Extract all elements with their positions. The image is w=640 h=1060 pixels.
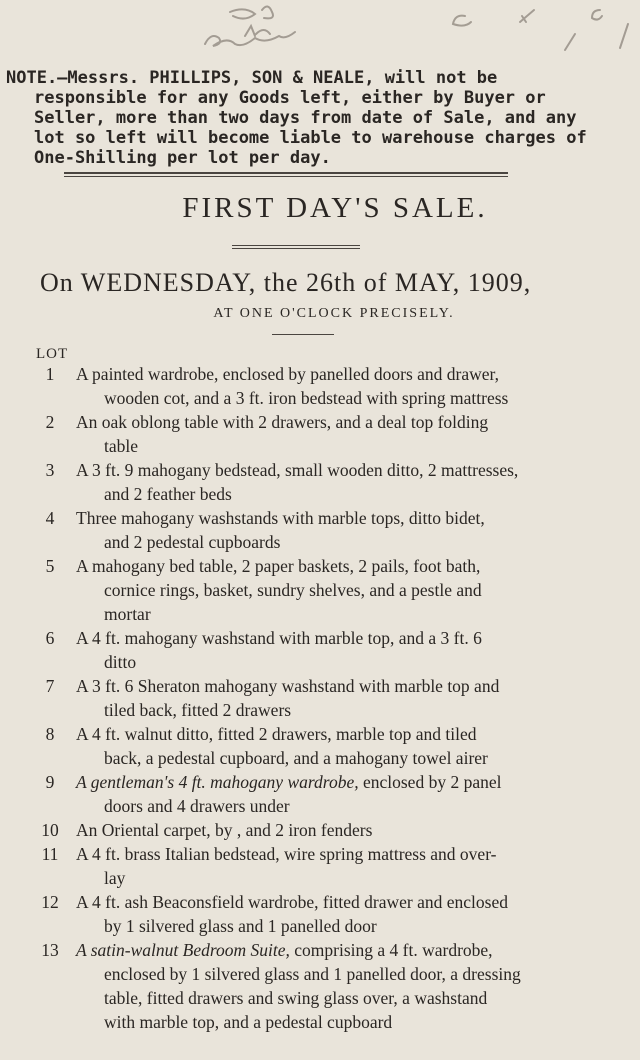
short-rule: [272, 334, 334, 335]
lot-number: 9: [45, 772, 55, 792]
lot-description-line: A satin-walnut Bedroom Suite, comprising a 4 ft. wardrobe,: [76, 940, 493, 960]
lot-item: [30, 506, 630, 554]
lot-item: [30, 722, 630, 770]
note-line: One-Shilling per lot per day.: [34, 148, 331, 168]
lot-description-line: A 4 ft. brass Italian bedstead, wire spring mattress and over-: [76, 844, 497, 864]
double-rule: [64, 172, 508, 174]
lot-description-line: wooden cot, and a 3 ft. iron bedstead with spring mattress: [104, 388, 509, 408]
lot-description: [70, 410, 630, 458]
lot-description-line: lay: [104, 868, 126, 888]
lot-description-line: A 4 ft. mahogany washstand with marble top, and a 3 ft. 6: [76, 628, 482, 648]
lot-list: [30, 362, 630, 1034]
lot-number: 12: [41, 892, 59, 912]
lot-description-line: A mahogany bed table, 2 paper baskets, 2 pails, foot bath,: [76, 556, 481, 576]
lot-description: [70, 626, 630, 674]
lot-item: [30, 890, 630, 938]
lot-description-line: A painted wardrobe, enclosed by panelled doors and drawer,: [76, 364, 500, 384]
lot-description-line: A 3 ft. 9 mahogany bedstead, small wooden ditto, 2 mattresses,: [76, 460, 519, 480]
lot-description-line: and 2 feather beds: [104, 484, 232, 504]
lot-description: [70, 722, 630, 770]
note-line: NOTE.—Messrs. PHILLIPS, SON & NEALE, will not be: [6, 68, 498, 88]
lot-number: 11: [41, 844, 59, 864]
lot-description-line: Three mahogany washstands with marble tops, ditto bidet,: [76, 508, 485, 528]
note-line: responsible for any Goods left, either by Buyer or: [34, 88, 546, 108]
lot-description-line: cornice rings, basket, sundry shelves, and a pestle and: [104, 580, 482, 600]
lot-column-header: LOT: [36, 346, 69, 362]
lot-number: 1: [45, 364, 55, 384]
lot-item: [30, 938, 630, 1034]
lot-description-line: tiled back, fitted 2 drawers: [104, 700, 292, 720]
warehouse-charges-note: [6, 68, 634, 168]
lot-description: [70, 458, 630, 506]
lot-description-line: with marble top, and a pedestal cupboard: [104, 1012, 393, 1032]
sale-time: AT ONE O'CLOCK PRECISELY.: [213, 306, 455, 321]
lot-description-line: back, a pedestal cupboard, and a mahogany towel airer: [104, 748, 488, 768]
lot-description: [70, 770, 630, 818]
lot-number: 2: [45, 412, 55, 432]
lot-description-line: An oak oblong table with 2 drawers, and a deal top folding: [76, 412, 489, 432]
lot-item: [30, 674, 630, 722]
lot-description-line: A gentleman's 4 ft. mahogany wardrobe, enclosed by 2 panel: [76, 772, 502, 792]
note-line: lot so left will become liable to warehouse charges of: [34, 128, 587, 148]
lot-item: [30, 554, 630, 626]
lot-number: 6: [45, 628, 55, 648]
lot-item: [30, 410, 630, 458]
lot-description-line: An Oriental carpet, by , and 2 iron fenders: [76, 820, 373, 840]
note-line: Seller, more than two days from date of Sale, and any: [34, 108, 577, 128]
lot-description-line: and 2 pedestal cupboards: [104, 532, 281, 552]
lot-item: [30, 458, 630, 506]
lot-number: 5: [45, 556, 55, 576]
lot-description: [70, 554, 630, 626]
lot-number: 13: [41, 940, 59, 960]
lot-description-line: by 1 silvered glass and 1 panelled door: [104, 916, 377, 936]
title-rule: [232, 248, 360, 249]
lot-description-line: doors and 4 drawers under: [104, 796, 290, 816]
lot-description: [70, 506, 630, 554]
sale-date: On WEDNESDAY, the 26th of MAY, 1909,: [40, 268, 532, 297]
lot-number: 7: [45, 676, 55, 696]
lot-description: [70, 362, 630, 410]
lot-description-line: mortar: [104, 604, 151, 624]
lot-number: 10: [41, 820, 59, 840]
lot-description: [70, 938, 630, 1034]
lot-description-line: enclosed by 1 silvered glass and 1 panelled door, a dressing: [104, 964, 521, 984]
handwritten-scrawl: [0, 0, 640, 62]
sale-title: FIRST DAY'S SALE.: [182, 192, 488, 224]
lot-description: [70, 818, 630, 842]
lot-description: [70, 890, 630, 938]
lot-item: [30, 842, 630, 890]
lot-number: 3: [45, 460, 55, 480]
lot-description-line: A 4 ft. walnut ditto, fitted 2 drawers, marble top and tiled: [76, 724, 477, 744]
double-rule: [64, 176, 508, 177]
lot-description-line: ditto: [104, 652, 137, 672]
lot-description-line: table: [104, 436, 139, 456]
lot-item: [30, 626, 630, 674]
lot-item: [30, 362, 630, 410]
lot-description-line: A 4 ft. ash Beaconsfield wardrobe, fitted drawer and enclosed: [76, 892, 508, 912]
lot-number: 4: [45, 508, 55, 528]
lot-number: 8: [45, 724, 55, 744]
lot-item: [30, 770, 630, 818]
title-rule: [232, 245, 360, 246]
lot-item: [30, 818, 630, 842]
lot-description: [70, 674, 630, 722]
lot-description-line: A 3 ft. 6 Sheraton mahogany washstand with marble top and: [76, 676, 500, 696]
lot-description-line: table, fitted drawers and swing glass over, a washstand: [104, 988, 488, 1008]
lot-description: [70, 842, 630, 890]
